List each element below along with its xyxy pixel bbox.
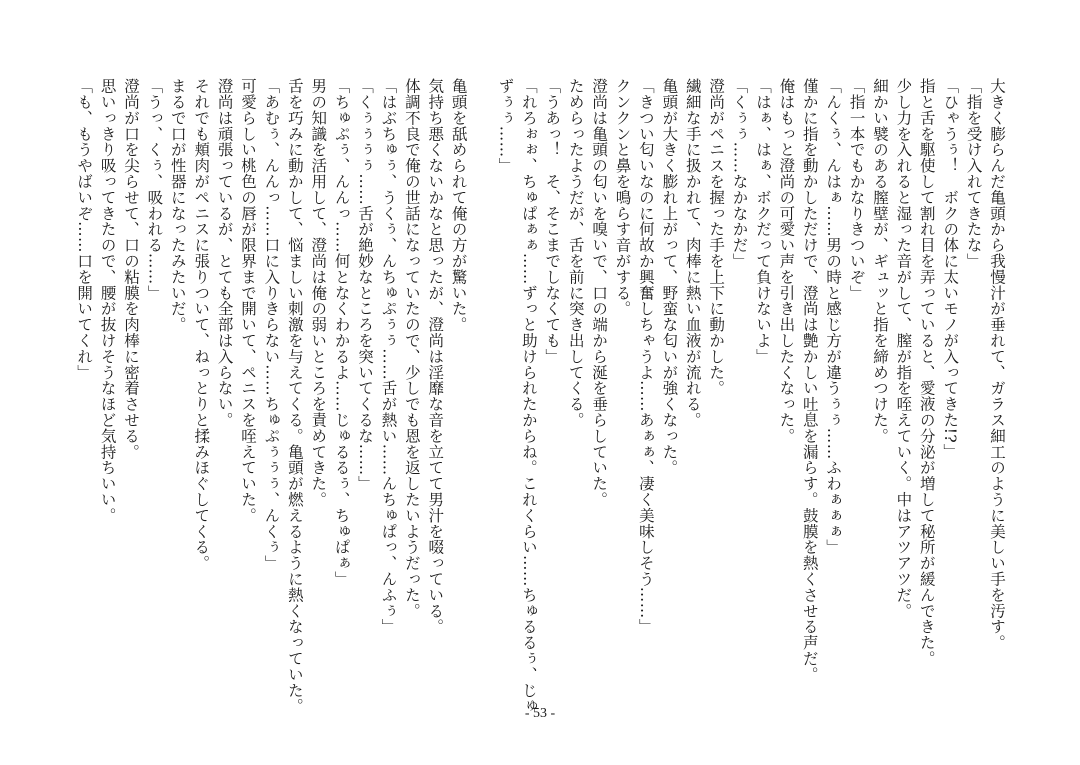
text-line: 気持ち悪くないかなと思ったが、澄尚は淫靡な音を立てて男汁を啜っている。	[426, 78, 445, 635]
text-line: 僅かに指を動かしただけで、澄尚は艶かしい吐息を漏らす。鼓膜を熱くさせる声だ。	[800, 78, 819, 683]
blank-line	[470, 78, 493, 79]
text-line: 舌を巧みに動かして、悩ましい刺激を与えてくる。亀頭が燃えるように熱くなっていた。	[285, 78, 304, 714]
text-line: 「はぶちゅぅ、うくぅ、んちゅぷぅぅ……舌が熱い……んちゅぱっ、んふぅ」	[379, 78, 398, 635]
text-line: 指と舌を駆使して割れ目を弄っていると、愛液の分泌が増して秘所が緩んできた。	[917, 78, 936, 667]
text-line: 「あむぅ、んんっ……口に入りきらない……ちゅぷぅぅぅ、んくぅ」	[262, 78, 281, 571]
text-line: 「うあっ！ そ、そこまでしなくても」	[543, 78, 562, 365]
page-number: - 53 -	[524, 706, 556, 721]
text-line: ためらったようだが、舌を前に突き出してくる。	[566, 78, 585, 428]
text-line: 「ひゃうぅ！ ボクの体に太いモノが入ってきた!?」	[941, 78, 960, 460]
text-line: 澄尚が口を尖らせて、口の粘膜を肉棒に密着させる。	[121, 78, 140, 460]
text-line: 俺はもっと澄尚の可愛い声を引き出したくなった。	[777, 78, 796, 444]
text-line: まるで口が性器になったみたいだ。	[168, 78, 187, 333]
text-line: 「指一本でもかなりきついぞ」	[847, 78, 866, 301]
text-line: 繊細な手に扱かれて、肉棒に熱い血液が流れる。	[683, 78, 702, 428]
text-line: 澄尚がペニスを握った手を上下に動かした。	[707, 78, 726, 396]
text-line: クンクンと鼻を鳴らす音がする。	[613, 78, 632, 317]
text-line: 思いっきり吸ってきたので、腰が抜けそうなほど気持ちいい。	[98, 78, 117, 524]
text-line: 細かい襞のある膣壁が、ギュッと指を締めつけた。	[870, 78, 889, 444]
text-line: 澄尚は頑張っているが、とても全部は入らない。	[215, 78, 234, 428]
text-line: 「も、もうやばいぞ……口を開いてくれ」	[75, 78, 94, 381]
text-line: 亀頭が大きく膨れ上がって、野蛮な匂いが強くなった。	[660, 78, 679, 476]
text-line: 「んくぅ、んはぁ……男の時と感じ方が違うぅぅ……ふわぁぁぁ」	[824, 78, 843, 555]
text-line: 「はぁ、はぁ、ボクだって負けないよ」	[753, 78, 772, 365]
text-line: 「れろぉぉ、ちゅぱぁぁ……ずっと助けられたからね。これくらい……ちゅるるぅ、じゅ	[519, 78, 538, 714]
text-line: 亀頭を舐められて俺の方が驚いた。	[449, 78, 468, 333]
text-line: 体調不良で俺の世話になっていたので、少しでも恩を返したいようだった。	[402, 78, 421, 619]
text-line: 大きく膨らんだ亀頭から我慢汁が垂れて、ガラス細工のように美しい手を汚す。	[988, 78, 1006, 651]
text-line: 「きつい匂いなのに何故か興奮しちゃうよ……あぁぁ、凄く美味しそう……」	[636, 78, 655, 635]
text-line: 「指を受け入れてきたな」	[964, 78, 983, 269]
text-line: 可愛らしい桃色の唇が限界まで開いて、ペニスを咥えていた。	[239, 78, 258, 524]
text-line: ずぅぅ……」	[496, 78, 515, 174]
text-line: 「うっ、くぅ、吸われる……」	[145, 78, 164, 301]
text-line: 男の知識を活用して、澄尚は俺の弱いところを責めてきた。	[309, 78, 328, 508]
text-line: 「ちゅぷぅ、んんっ……何となくわかるよ……じゅるるぅ、ちゅぱぁ」	[332, 78, 351, 587]
text-line: 少し力を入れると湿った音がして、膣が指を咥えていく。中はアツアツだ。	[894, 78, 913, 619]
text-line: 「くぅぅ……なかなかだ」	[730, 78, 749, 269]
text-line: 「くぅぅぅぅ……舌が絶妙なところを突いてくるな……」	[356, 78, 375, 492]
text-line: 澄尚は亀頭の匂いを嗅いで、口の端から涎を垂らしていた。	[590, 78, 609, 508]
text-line: それでも頬肉がペニスに張りついて、ねっとりと揉みほぐしてくる。	[192, 78, 211, 571]
